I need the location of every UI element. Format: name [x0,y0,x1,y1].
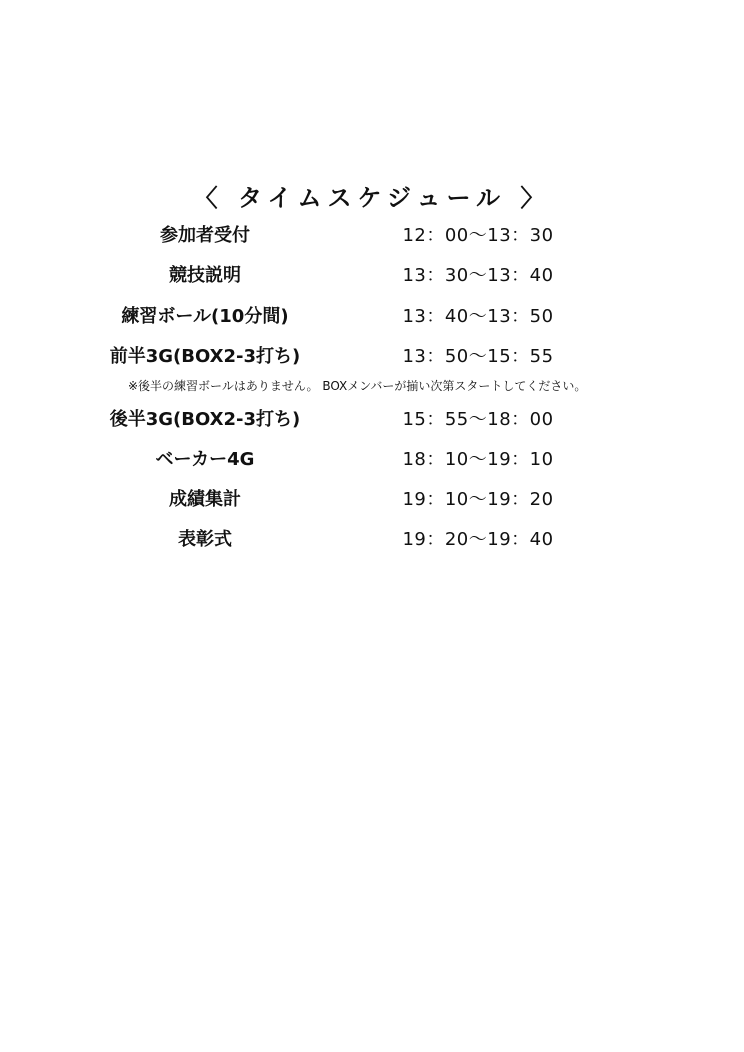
event-label: ベーカー4G [155,449,255,470]
schedule-row [0,342,744,372]
schedule-row [0,302,744,332]
schedule-row [0,261,744,291]
schedule-note: ※後半の練習ボールはありません。 BOXメンバーが揃い次第スタートしてください。 [128,379,587,393]
event-time: 13：40〜13：50 [402,306,554,327]
schedule-row [0,405,744,435]
schedule-title: 〈 タイムスケジュール 〉 [193,184,551,212]
event-time: 15：55〜18：00 [402,409,554,430]
event-time: 18：10〜19：10 [402,449,554,470]
event-time: 19：20〜19：40 [402,529,554,550]
event-label: 練習ボール(10分間) [121,306,289,327]
event-time: 13：30〜13：40 [402,265,554,286]
event-label: 参加者受付 [160,225,250,246]
schedule-row [0,525,744,555]
event-time: 12：00〜13：30 [402,225,554,246]
schedule-row [0,445,744,475]
event-label: 競技説明 [169,265,241,286]
event-label: 表彰式 [178,529,232,550]
event-label: 後半3G(BOX2-3打ち) [109,409,301,430]
schedule-row [0,485,744,515]
event-time: 13：50〜15：55 [402,346,554,367]
schedule-row [0,221,744,251]
event-label: 前半3G(BOX2-3打ち) [109,346,301,367]
event-time: 19：10〜19：20 [402,489,554,510]
event-label: 成績集計 [169,489,241,510]
